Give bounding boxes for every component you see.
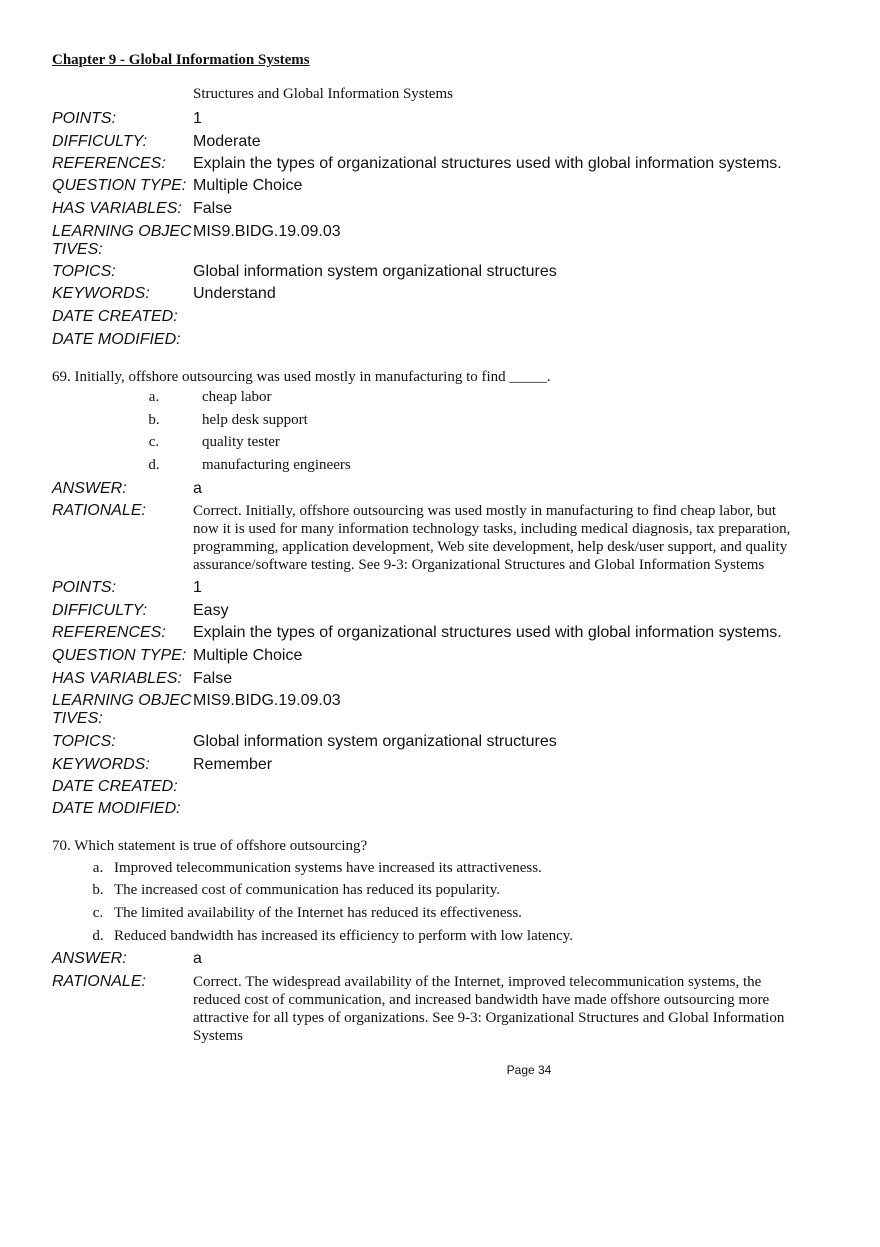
- label-keywords: KEYWORDS:: [52, 756, 150, 773]
- q70-option-letter: a.: [92, 860, 104, 876]
- q70-option-letter: d.: [92, 928, 104, 944]
- label-learning-objectives-line1: LEARNING OBJEC: [52, 692, 192, 709]
- label-learning-objectives-line2: TIVES:: [52, 710, 103, 727]
- q70-option-letter: b.: [92, 882, 104, 898]
- label-date-modified: DATE MODIFIED:: [52, 800, 181, 817]
- label-topics: TOPICS:: [52, 263, 116, 280]
- q69-option-text: quality tester: [202, 434, 280, 450]
- q68-question-type: Multiple Choice: [193, 177, 303, 194]
- label-references: REFERENCES:: [52, 624, 166, 641]
- q68-difficulty: Moderate: [193, 133, 261, 150]
- page-number: Page 34: [506, 1063, 552, 1077]
- q68-has-variables: False: [193, 200, 233, 217]
- rationale-line: attractive for all types of organizations. See 9-3: Organizational Structures and Global Information: [193, 1010, 785, 1026]
- q69-references: Explain the types of organizational structures used with global information systems.: [193, 624, 782, 641]
- q69-option-letter: b.: [148, 412, 160, 428]
- label-topics: TOPICS:: [52, 733, 116, 750]
- rationale-line: reduced cost of communication, and increased bandwidth have made offshore outsourcing more: [193, 992, 770, 1008]
- q70-option-text: Improved telecommunication systems have increased its attractiveness.: [114, 860, 542, 876]
- label-has-variables: HAS VARIABLES:: [52, 670, 182, 687]
- q69-question-type: Multiple Choice: [193, 647, 303, 664]
- q69-option-text: help desk support: [202, 412, 308, 428]
- q69-option-text: manufacturing engineers: [202, 457, 351, 473]
- q70-question: 70. Which statement is true of offshore outsourcing?: [52, 838, 368, 854]
- label-learning-objectives-line1: LEARNING OBJEC: [52, 223, 192, 240]
- rationale-line: programming, application development, Web site development, help desk/user support, and quality: [193, 539, 788, 555]
- q69-points: 1: [193, 579, 202, 596]
- label-difficulty: DIFFICULTY:: [52, 133, 148, 150]
- chapter-title: Chapter 9 - Global Information Systems: [52, 52, 310, 68]
- q69-option-text: cheap labor: [202, 389, 272, 405]
- label-date-modified: DATE MODIFIED:: [52, 331, 181, 348]
- q69-has-variables: False: [193, 670, 233, 687]
- q68-points: 1: [193, 110, 202, 127]
- label-answer: ANSWER:: [52, 480, 127, 497]
- rationale-line: assurance/software testing. See 9-3: Organizational Structures and Global Information Systems: [193, 557, 765, 573]
- q69-rationale: [193, 502, 833, 574]
- q68-topics: Global information system organizational structures: [193, 263, 557, 280]
- label-difficulty: DIFFICULTY:: [52, 602, 148, 619]
- q69-option-letter: d.: [148, 457, 160, 473]
- label-learning-objectives: [52, 223, 192, 259]
- label-has-variables: HAS VARIABLES:: [52, 200, 182, 217]
- q70-rationale: [193, 973, 833, 1045]
- continued-rationale-text: Structures and Global Information Systems: [193, 86, 453, 102]
- label-references: REFERENCES:: [52, 155, 166, 172]
- q69-learning-objectives: MIS9.BIDG.19.09.03: [193, 692, 341, 709]
- label-learning-objectives: [52, 692, 192, 728]
- q70-answer: a: [193, 950, 202, 967]
- label-question-type: QUESTION TYPE:: [52, 177, 187, 194]
- q70-option-letter: c.: [92, 905, 104, 921]
- label-question-type: QUESTION TYPE:: [52, 647, 187, 664]
- q70-option-text: The increased cost of communication has reduced its popularity.: [114, 882, 500, 898]
- q68-keywords: Understand: [193, 285, 276, 302]
- q69-option-letter: c.: [148, 434, 160, 450]
- q69-option-letter: a.: [148, 389, 160, 405]
- q69-keywords: Remember: [193, 756, 273, 773]
- q69-topics: Global information system organizational structures: [193, 733, 557, 750]
- q70-option-text: Reduced bandwidth has increased its efficiency to perform with low latency.: [114, 928, 574, 944]
- label-points: POINTS:: [52, 110, 117, 127]
- label-rationale: RATIONALE:: [52, 502, 146, 519]
- q68-learning-objectives: MIS9.BIDG.19.09.03: [193, 223, 341, 240]
- label-date-created: DATE CREATED:: [52, 778, 178, 795]
- label-rationale: RATIONALE:: [52, 973, 146, 990]
- label-learning-objectives-line2: TIVES:: [52, 241, 103, 258]
- rationale-line: Correct. The widespread availability of the Internet, improved telecommunication systems, the: [193, 974, 762, 990]
- rationale-line: now it is used for many information technology tasks, including medical diagnosis, tax preparation,: [193, 521, 791, 537]
- label-answer: ANSWER:: [52, 950, 127, 967]
- label-keywords: KEYWORDS:: [52, 285, 150, 302]
- q68-references: Explain the types of organizational structures used with global information systems.: [193, 155, 782, 172]
- q70-option-text: The limited availability of the Internet has reduced its effectiveness.: [114, 905, 522, 921]
- q69-question: 69. Initially, offshore outsourcing was used mostly in manufacturing to find _____.: [52, 369, 551, 385]
- label-points: POINTS:: [52, 579, 117, 596]
- q69-answer: a: [193, 480, 202, 497]
- q69-difficulty: Easy: [193, 602, 229, 619]
- label-date-created: DATE CREATED:: [52, 308, 178, 325]
- rationale-line: Correct. Initially, offshore outsourcing was used mostly in manufacturing to find cheap labor, but: [193, 503, 777, 519]
- rationale-line: Systems: [193, 1028, 244, 1044]
